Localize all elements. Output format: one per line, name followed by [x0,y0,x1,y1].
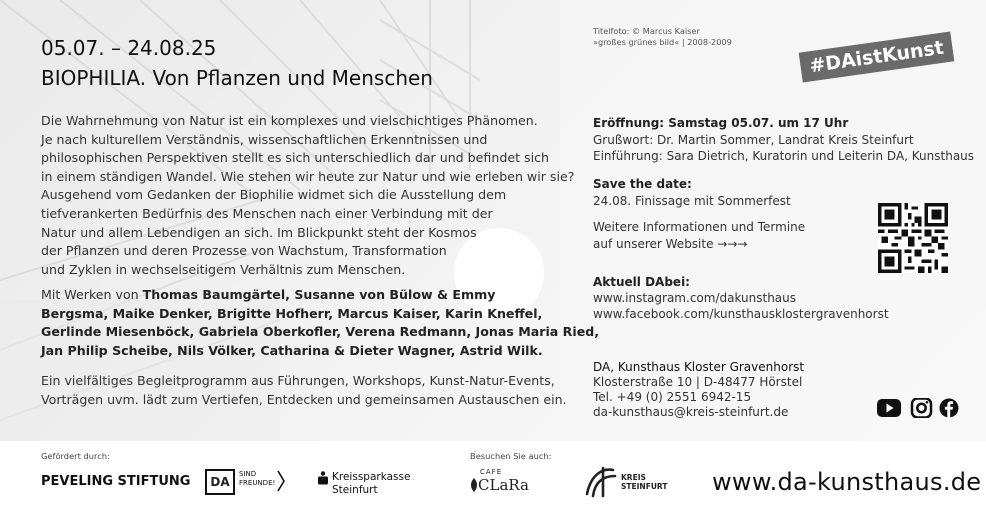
description-line: tiefverankerten Bedürfnis des Menschen nach einer Verbindung mit der [41,205,493,221]
venue-phone: Tel. +49 (0) 2551 6942-15 [593,390,752,404]
artists-list [41,286,599,360]
funded-by-label: Gefördert durch: [41,451,110,461]
photo-credit-line: Titelfoto: © Marcus Kaiser [593,26,700,36]
artists-line: Gerlinde Miesenböck, Gabriela Oberkofler, Verena Redmann, Jonas Maria Ried, [41,324,600,340]
exhibition-dates: 05.07. – 24.08.25 [41,36,217,60]
qr-code-icon[interactable] [878,203,948,273]
exhibition-title: BIOPHILIA. Von Pflanzen und Menschen [41,66,433,90]
da-logo-mark: DA [205,469,235,495]
youtube-icon[interactable] [877,398,901,418]
description-line: Die Wahrnehmung von Natur ist ein komplexes und vielschichtiges Phänomen. [41,113,538,128]
artists-intro: Mit Werken von [41,287,143,302]
program-line: Ein vielfältiges Begleitprogramm aus Führungen, Workshops, Kunst-Natur-Events, [41,373,555,388]
social-heading: Aktuell DAbei: [593,275,690,289]
program-text [41,372,567,409]
description-line: Natur und allem Lebendigen an sich. Im Blickpunkt steht der Kosmos [41,224,477,240]
cafe-label: CAFE [480,468,503,476]
artists-line: Jan Philip Scheibe, Nils Völker, Catharina & Dieter Wagner, Astrid Wilk. [41,342,543,358]
hashtag-badge: #DAistKunst [799,31,955,82]
description-line: in einem ständigen Wandel. Wie stehen wir heute zur Natur und wie erleben wir sie? [41,168,575,184]
artists-line: Thomas Baumgärtel, Susanne von Bülow & Emmy [142,287,496,302]
description-line: der Pflanzen und deren Prozesse von Wachstum, Transformation [41,243,447,259]
program-line: Vorträgen uvm. lädt zum Vertiefen, Entdecken und gemeinsamen Austauschen ein. [41,391,567,407]
peveling-logo: PEVELING STIFTUNG [41,474,191,489]
more-info-line: Weitere Informationen und Termine [593,220,806,234]
photo-credit-work: »großes grünes bild« | 2008-2009 [593,37,732,47]
sparkasse-icon [318,471,328,485]
instagram-icon[interactable] [909,398,933,418]
instagram-link[interactable]: www.instagram.com/dakunsthaus [593,291,797,305]
opening-intro: Einführung: Sara Dietrich, Kuratorin und Leiterin DA, Kunsthaus [593,149,975,163]
venue-name: DA, Kunsthaus Kloster Gravenhorst [593,360,805,374]
steinfurt-label: STEINFURT [621,482,668,491]
website-url[interactable]: www.da-kunsthaus.de [712,468,982,496]
description-text [41,112,574,279]
da-friends-line: SIND [239,470,257,478]
description-line: philosophischen Perspektiven stellt es sich unterschiedlich dar und befindet sich [41,150,549,166]
leaf-icon [470,478,478,492]
ksk-name: Kreissparkasse [332,471,411,483]
description-line: Je nach kulturellem Verständnis, wissenschaftlichen Erkenntnissen und [41,131,488,147]
facebook-link[interactable]: www.facebook.com/kunsthausklostergravenhorst [593,307,889,321]
clara-label: CLaRa [478,476,529,494]
venue-email[interactable]: da-kunsthaus@kreis-steinfurt.de [593,405,789,419]
description-line: Ausgehend vom Gedanken der Biophilie widmet sich die Ausstellung dem [41,187,507,203]
save-date-heading: Save the date: [593,177,692,191]
ksk-place: Steinfurt [332,484,378,496]
venue-street: Klosterstraße 10 | D-48477 Hörstel [593,375,803,389]
facebook-icon[interactable] [937,398,961,418]
kreis-label: KREIS [621,473,646,482]
opening-heading: Eröffnung: Samstag 05.07. um 17 Uhr [593,116,849,130]
description-line: und Zyklen in wechselseitigem Verhältnis zum Menschen. [41,261,406,277]
da-friends-line: FREUNDE! [239,479,276,487]
visit-also-label: Besuchen Sie auch: [470,451,552,461]
kreis-steinfurt-icon [583,464,619,500]
bracket-icon [277,470,285,492]
save-date-event: 24.08. Finissage mit Sommerfest [593,194,791,208]
website-link[interactable]: auf unserer Website →→→ [593,237,748,251]
opening-greeting: Grußwort: Dr. Martin Sommer, Landrat Kreis Steinfurt [593,133,914,147]
photo-credit [593,26,732,48]
artists-line: Bergsma, Maike Denker, Brigitte Hofherr, Marcus Kaiser, Karin Kneffel, [41,305,543,321]
